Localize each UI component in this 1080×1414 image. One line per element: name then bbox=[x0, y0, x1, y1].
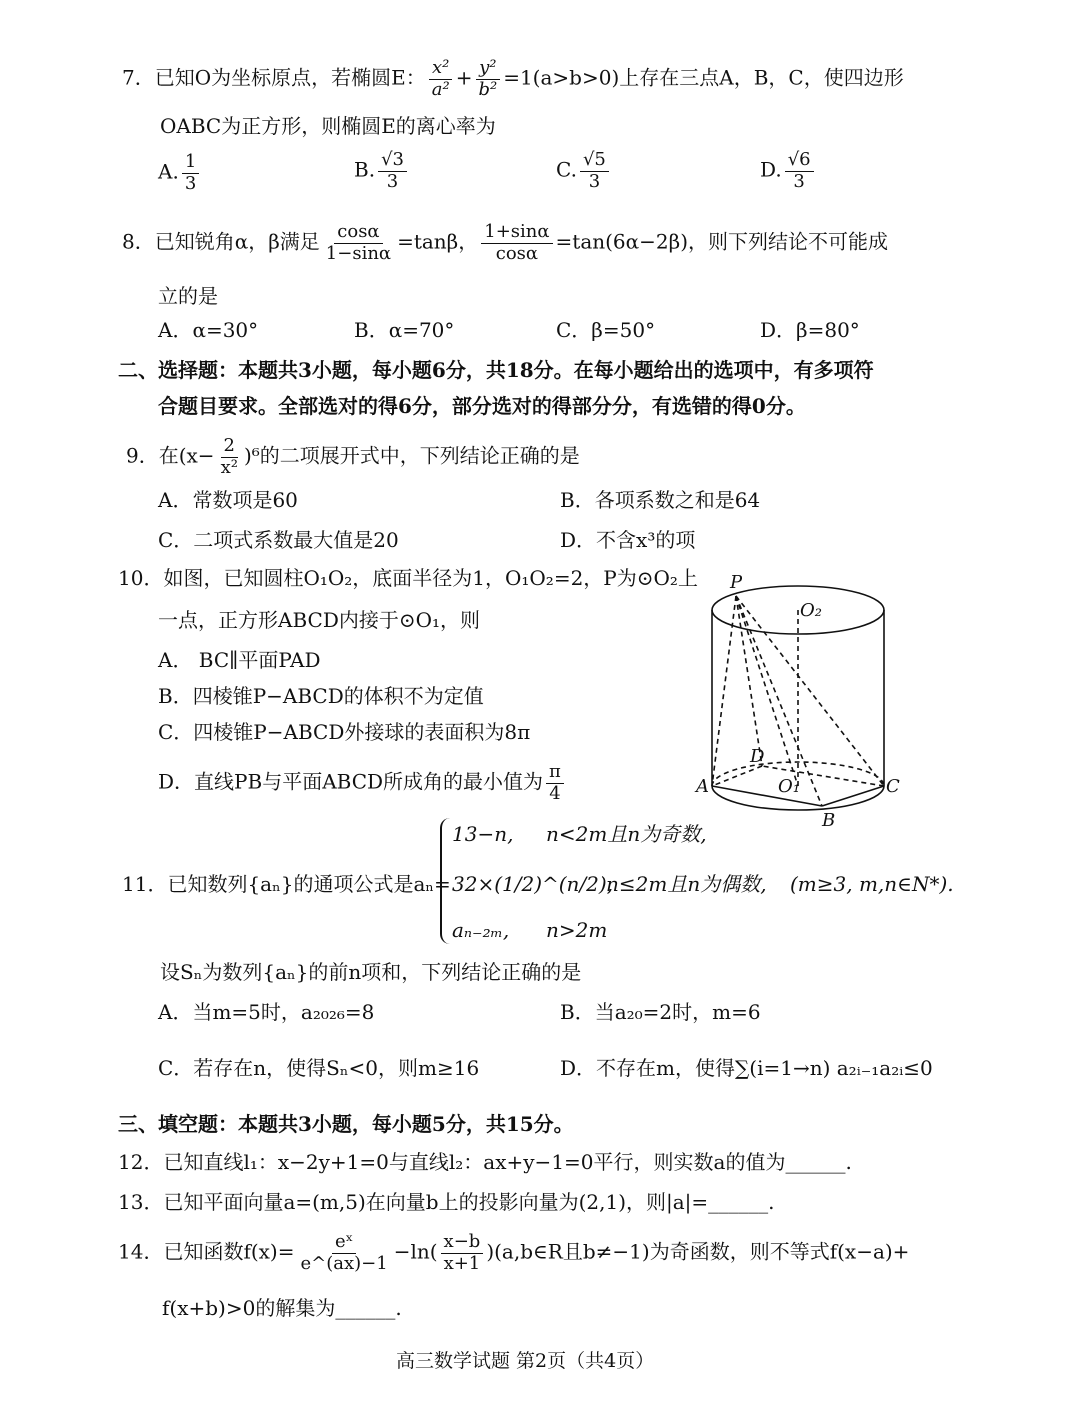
q7-option-b: B. $\frac{√3}{3}$ bbox=[354, 150, 410, 192]
q11-option-b: B．当a₂₀=2时，m=6 bbox=[560, 1000, 761, 1024]
fraction-x-b-over-x-1: $\frac{x-b}{x+1}$ bbox=[441, 1232, 484, 1274]
edge-bc bbox=[822, 786, 884, 806]
edge-pb bbox=[736, 596, 822, 806]
q10-option-c: C．四棱锥P−ABCD外接球的表面积为8π bbox=[158, 720, 531, 744]
q11-case1-expr: 13−n, bbox=[452, 822, 514, 846]
q11-option-d: D．不存在m，使得∑(i=1→n) a₂ᵢ₋₁a₂ᵢ≤0 bbox=[560, 1056, 933, 1080]
label-c: C bbox=[886, 776, 900, 797]
q12-line: 12．已知直线l₁：x−2y+1=0与直线l₂：ax+y−1=0平行，则实数a的值为______. bbox=[118, 1150, 852, 1174]
q11-line2: 设Sₙ为数列{aₙ}的前n项和，下列结论正确的是 bbox=[160, 960, 582, 984]
q7-option-a: A. $\frac{1}{3}$ bbox=[158, 152, 202, 194]
q9-option-d: D．不含x³的项 bbox=[560, 528, 696, 552]
q9-stem: 9．在(x− $\frac{2}{\text{x²}}$ )⁶的二项展开式中，下列结论正确的是 bbox=[126, 435, 580, 478]
q7-stem-line1: 7．已知O为坐标原点，若椭圆E： $\frac{\text{x²}}{\text{a²}}$ + $\frac{\text{y²}}{\text{b²}}$ =1(a>b>0)上存在三点A，B，C，使四边形 bbox=[122, 57, 904, 100]
q13-line: 13．已知平面向量a=(m,5)在向量b上的投影向量为(2,1)，则|a|=______. bbox=[118, 1190, 775, 1214]
q7-option-d: D. $\frac{√6}{3}$ bbox=[760, 150, 817, 192]
edge-pa bbox=[712, 596, 736, 786]
q11-tail: (m≥3, m,n∈N*). bbox=[790, 872, 954, 896]
q14-line2: f(x+b)>0的解集为______. bbox=[162, 1296, 402, 1320]
cylinder-figure bbox=[690, 570, 930, 840]
label-p: P bbox=[730, 572, 743, 593]
q8-option-c: C．β=50° bbox=[556, 318, 656, 342]
q9-option-b: B．各项系数之和是64 bbox=[560, 488, 761, 512]
edge-po1 bbox=[736, 596, 798, 786]
q8-option-b: B．α=70° bbox=[354, 318, 455, 342]
q11-case3-expr: aₙ₋₂ₘ, bbox=[452, 918, 510, 942]
section3-header: 三、填空题：本题共3小题，每小题5分，共15分。 bbox=[118, 1112, 574, 1136]
fraction-cos-over-1-minus-sin: $\frac{\cos\alpha}{1-\sin\alpha}$ bbox=[325, 221, 392, 264]
q7-option-c: C. $\frac{√5}{3}$ bbox=[556, 150, 612, 192]
q10-option-a: A． BC∥平面PAD bbox=[158, 648, 321, 672]
q8-stem-line1: 8．已知锐角α，β满足 $\frac{\cos\alpha}{1-\sin\alpha}$ =tanβ， $\frac{1+\sin\alpha}{\cos\alpha}$ =tan(6α−2β)，则下列结论不可能成 bbox=[122, 221, 889, 264]
edge-pd bbox=[736, 596, 762, 766]
edge-ab bbox=[712, 786, 822, 806]
q11-lead: 11．已知数列{aₙ}的通项公式是aₙ= bbox=[122, 872, 451, 896]
section2-header-line1: 二、选择题：本题共3小题，每小题6分，共18分。在每小题给出的选项中，有多项符 bbox=[118, 358, 874, 382]
q11-option-a: A．当m=5时，a₂₀₂₆=8 bbox=[158, 1000, 375, 1024]
q8-option-d: D．β=80° bbox=[760, 318, 860, 342]
q11-case1-cond: n<2m且n为奇数, bbox=[546, 822, 707, 846]
fraction-y2-b2: $\frac{\text{y²}}{\text{b²}}$ bbox=[475, 58, 500, 100]
label-d: D bbox=[750, 746, 765, 767]
q8-stem-line2: 立的是 bbox=[158, 284, 218, 308]
q8-option-a: A．α=30° bbox=[158, 318, 259, 342]
q14-line1: 14．已知函数f(x)= $\frac{\text{eˣ}}{e\^{}(ax)-1}$ −ln( $\frac{x-b}{x+1}$ )(a,b∈R且b≠−1)为奇函数，则不等式f(x−a)+ bbox=[118, 1231, 910, 1274]
fraction-ex-over-eax-1: $\frac{\text{eˣ}}{e\^{}(ax)-1}$ bbox=[300, 1231, 388, 1274]
q11-option-c: C．若存在n，使得Sₙ<0，则m≥16 bbox=[158, 1056, 480, 1080]
label-o2: O₂ bbox=[800, 600, 822, 621]
fraction-2-over-x2: $\frac{2}{\text{x²}}$ bbox=[220, 435, 238, 478]
q11-case2-expr: 32×(1/2)^(n/2), bbox=[452, 872, 614, 896]
q10-stem-line2: 一点，正方形ABCD内接于⊙O₁，则 bbox=[158, 608, 481, 632]
q11-case2-cond: n≤2m且n为偶数, bbox=[606, 872, 767, 896]
label-o1: O₁ bbox=[778, 776, 800, 797]
q9-option-a: A．常数项是60 bbox=[158, 488, 298, 512]
q7-stem-line2: OABC为正方形，则椭圆E的离心率为 bbox=[160, 114, 496, 138]
fraction-x2-a2: $\frac{\text{x²}}{\text{a²}}$ bbox=[429, 58, 453, 100]
q9-option-c: C．二项式系数最大值是20 bbox=[158, 528, 399, 552]
label-b: B bbox=[822, 810, 836, 831]
q10-stem-line1: 10．如图，已知圆柱O₁O₂，底面半径为1，O₁O₂=2，P为⊙O₂上 bbox=[118, 566, 698, 590]
q10-option-b: B．四棱锥P−ABCD的体积不为定值 bbox=[158, 684, 484, 708]
section2-header-line2: 合题目要求。全部选对的得6分，部分选对的得部分分，有选错的得0分。 bbox=[158, 394, 806, 418]
page-footer: 高三数学试题 第2页（共4页） bbox=[396, 1350, 655, 1372]
q11-case3-cond: n>2m bbox=[546, 918, 608, 942]
q10-option-d: D．直线PB与平面ABCD所成角的最小值为 $\frac{\pi}{4}$ bbox=[158, 762, 567, 804]
label-a: A bbox=[696, 776, 709, 797]
fraction-1-plus-sin-over-cos: $\frac{1+\sin\alpha}{\cos\alpha}$ bbox=[481, 222, 552, 264]
